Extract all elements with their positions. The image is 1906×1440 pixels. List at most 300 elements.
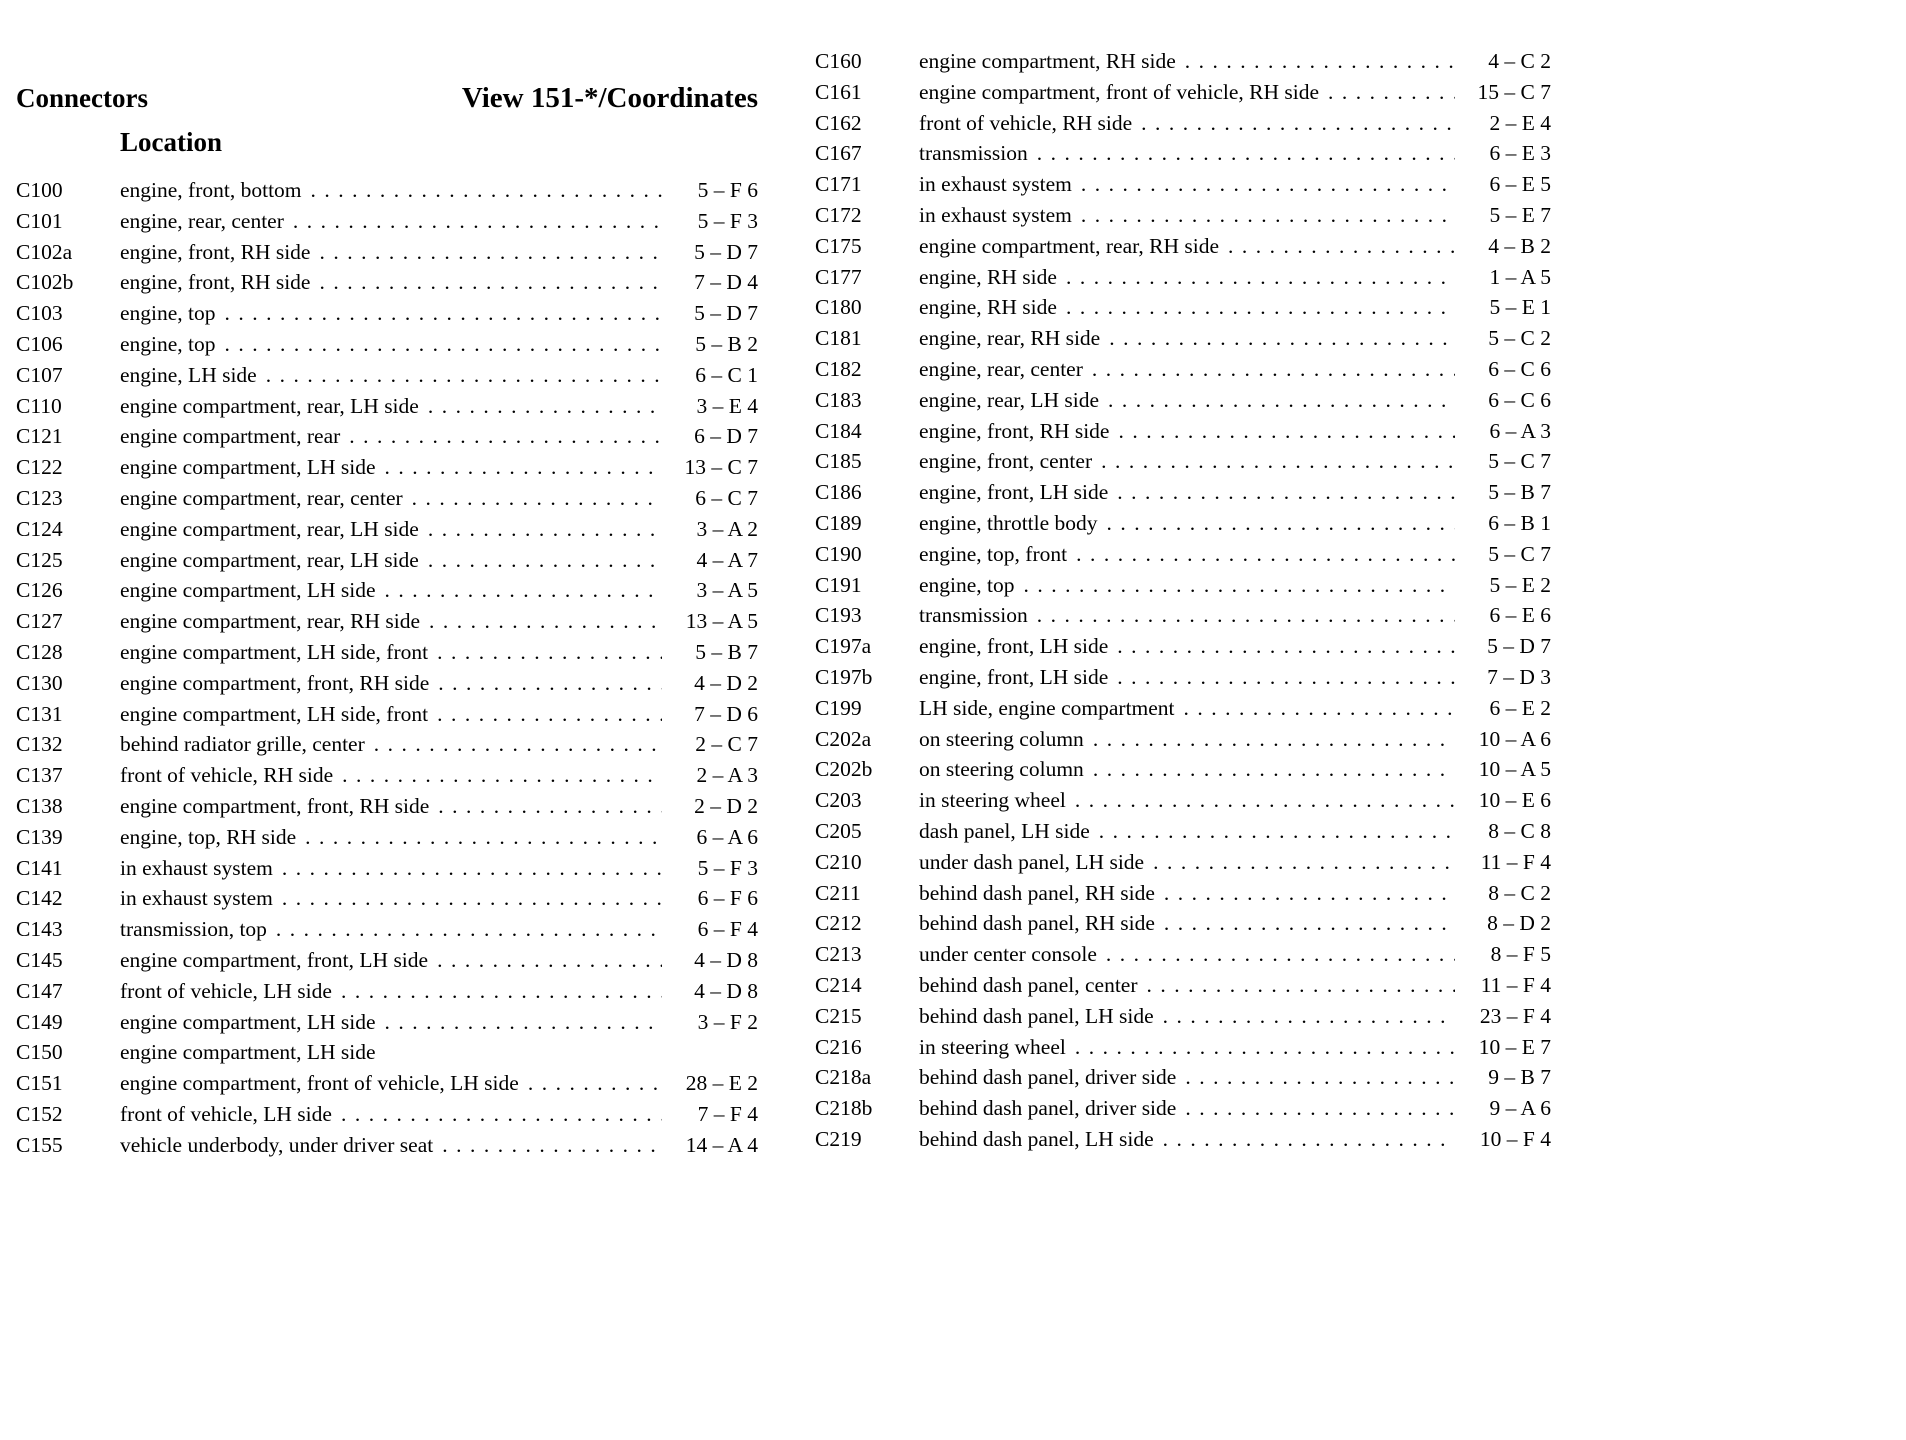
connector-id: C214 [815, 972, 862, 997]
table-row [16, 206, 758, 237]
connector-coordinate: 5 – D 7 [694, 301, 758, 326]
leader-dots [1184, 693, 1455, 724]
connector-coordinate: 6 – E 6 [1489, 603, 1551, 628]
connector-id: C147 [16, 978, 63, 1003]
connector-id: C167 [815, 141, 862, 166]
connector-location: engine, front, LH side [919, 664, 1109, 689]
connector-id: C213 [815, 942, 862, 967]
connector-id: C132 [16, 732, 63, 757]
connector-id: C122 [16, 455, 63, 480]
connector-id: C107 [16, 362, 63, 387]
connector-coordinate: 6 – A 3 [1489, 418, 1551, 443]
table-row [16, 1068, 758, 1099]
table-row [815, 1001, 1551, 1032]
table-row [815, 1093, 1551, 1124]
connector-id: C106 [16, 331, 63, 356]
leader-dots [1109, 323, 1455, 354]
connector-location: in exhaust system [120, 855, 273, 880]
connector-location: engine, top, front [919, 541, 1068, 566]
connector-location: behind dash panel, driver side [919, 1096, 1177, 1121]
connector-id: C211 [815, 880, 861, 905]
connector-coordinate: 9 – B 7 [1488, 1065, 1551, 1090]
connector-id: C145 [16, 947, 63, 972]
table-row [16, 729, 758, 760]
connector-location: engine, LH side [120, 362, 257, 387]
connector-coordinate: 3 – E 4 [696, 393, 758, 418]
connector-location: engine compartment, rear, LH side [120, 547, 419, 572]
table-row [815, 46, 1551, 77]
connector-location: behind dash panel, LH side [919, 1003, 1154, 1028]
connector-location: engine compartment, rear [120, 424, 341, 449]
connector-id: C181 [815, 326, 862, 351]
leader-dots [1099, 816, 1455, 847]
connector-coordinate: 13 – A 5 [685, 609, 758, 634]
connector-location: front of vehicle, LH side [120, 1101, 332, 1126]
connector-location: engine, front, center [919, 449, 1093, 474]
leader-dots [1107, 508, 1455, 539]
connector-coordinate: 6 – C 1 [695, 362, 758, 387]
connector-coordinate: 6 – D 7 [694, 424, 758, 449]
connector-location: on steering column [919, 757, 1084, 782]
connector-location: engine compartment, front, RH side [120, 670, 430, 695]
leader-dots [1117, 631, 1455, 662]
leader-dots [341, 976, 662, 1007]
table-row [815, 385, 1551, 416]
connector-location: engine compartment, rear, center [120, 485, 403, 510]
connector-coordinate: 2 – E 4 [1489, 110, 1551, 135]
connector-id: C183 [815, 387, 862, 412]
connector-id: C172 [815, 202, 862, 227]
table-row [815, 754, 1551, 785]
connector-location: engine, top [120, 331, 216, 356]
connector-coordinate: 28 – E 2 [685, 1071, 758, 1096]
leader-dots [1075, 1032, 1455, 1063]
connector-location: in steering wheel [919, 788, 1066, 813]
table-row [16, 360, 758, 391]
connector-coordinate: 10 – F 4 [1479, 1126, 1551, 1151]
connector-coordinate: 8 – C 2 [1488, 880, 1551, 905]
connector-location: engine, rear, center [919, 356, 1083, 381]
leader-dots [442, 1130, 662, 1161]
leader-dots [374, 729, 662, 760]
connector-id: C189 [815, 510, 862, 535]
connector-coordinate: 4 – D 8 [694, 978, 758, 1003]
leader-dots [438, 668, 662, 699]
connector-coordinate: 6 – E 2 [1489, 695, 1551, 720]
connector-coordinate: 5 – D 7 [1487, 634, 1551, 659]
connector-coordinate: 9 – A 6 [1489, 1096, 1551, 1121]
connector-coordinate: 7 – D 3 [1487, 664, 1551, 689]
connector-location: engine, front, RH side [919, 418, 1110, 443]
connector-location: vehicle underbody, under driver seat [120, 1132, 434, 1157]
table-row [815, 908, 1551, 939]
connector-id: C127 [16, 609, 63, 634]
connector-location: engine, front, RH side [120, 239, 311, 264]
leader-dots [428, 391, 662, 422]
table-row [815, 847, 1551, 878]
connector-location: behind dash panel, driver side [919, 1065, 1177, 1090]
connector-id: C137 [16, 763, 63, 788]
connector-id: C191 [815, 572, 862, 597]
connector-location: under dash panel, LH side [919, 849, 1145, 874]
leader-dots [1108, 385, 1455, 416]
connector-coordinate: 5 – F 6 [697, 178, 758, 202]
leader-dots [311, 175, 662, 206]
connector-location: front of vehicle, LH side [120, 978, 332, 1003]
table-row [16, 329, 758, 360]
connector-location: behind dash panel, RH side [919, 911, 1155, 936]
connector-location: engine compartment, LH side [120, 1040, 376, 1065]
connector-coordinate: 4 – A 7 [696, 547, 758, 572]
connector-location: engine, RH side [919, 295, 1057, 320]
connector-coordinate: 10 – A 5 [1478, 757, 1551, 782]
connector-id: C110 [16, 393, 62, 418]
connector-coordinate: 4 – B 2 [1488, 233, 1551, 258]
leader-dots [1093, 724, 1455, 755]
column-header-row [16, 82, 758, 115]
leader-dots [349, 421, 662, 452]
connector-id: C216 [815, 1034, 862, 1059]
connector-location: engine, top [120, 301, 216, 326]
connector-coordinate: 23 – F 4 [1479, 1003, 1551, 1028]
connector-coordinate: 5 – D 7 [694, 239, 758, 264]
leader-dots [1093, 754, 1455, 785]
connector-id: C218a [815, 1065, 872, 1090]
connector-id: C150 [16, 1040, 63, 1065]
connector-coordinate: 5 – F 3 [697, 208, 758, 233]
leader-dots [266, 360, 662, 391]
leader-dots [1185, 1062, 1455, 1093]
connector-coordinate: 2 – C 7 [695, 732, 758, 757]
connector-location: engine compartment, rear, RH side [120, 609, 421, 634]
connector-coordinate: 6 – C 7 [695, 485, 758, 510]
connector-location: behind dash panel, RH side [919, 880, 1155, 905]
connector-location: engine, top [919, 572, 1015, 597]
leader-dots [428, 545, 662, 576]
table-row [16, 914, 758, 945]
connector-coordinate: 5 – C 7 [1488, 541, 1551, 566]
table-row [815, 231, 1551, 262]
connector-location: behind dash panel, center [919, 972, 1138, 997]
leader-dots [1117, 662, 1455, 693]
table-row [815, 724, 1551, 755]
leader-dots [1164, 878, 1455, 909]
leader-dots [412, 483, 662, 514]
table-row [815, 477, 1551, 508]
connector-location: engine, front, RH side [120, 270, 311, 295]
connector-coordinate: 6 – E 5 [1489, 172, 1551, 197]
table-row [815, 77, 1551, 108]
connector-location: engine compartment, front, RH side [120, 793, 430, 818]
connector-id: C160 [815, 49, 862, 73]
connector-location: in exhaust system [919, 202, 1072, 227]
connector-location: engine compartment, LH side, front [120, 639, 429, 664]
table-row [815, 970, 1551, 1001]
connector-coordinate: 7 – D 6 [694, 701, 758, 726]
table-row [815, 1062, 1551, 1093]
table-row [16, 699, 758, 730]
leader-dots [1163, 1124, 1455, 1155]
table-row [16, 514, 758, 545]
table-row [16, 421, 758, 452]
location-heading: Location [120, 127, 223, 157]
connector-coordinate: 3 – A 2 [696, 516, 758, 541]
connector-location: engine compartment, LH side [120, 1009, 376, 1034]
connector-id: C152 [16, 1101, 63, 1126]
connector-location: transmission [919, 141, 1028, 166]
leader-dots [1066, 262, 1455, 293]
connector-list-right [815, 46, 1551, 1155]
leader-dots [1118, 416, 1455, 447]
connector-id: C126 [16, 578, 63, 603]
table-row [815, 570, 1551, 601]
leader-dots [1164, 908, 1455, 939]
connector-id: C102a [16, 239, 73, 264]
connector-id: C138 [16, 793, 63, 818]
connector-location: behind dash panel, LH side [919, 1126, 1154, 1151]
table-row [815, 631, 1551, 662]
table-row [16, 945, 758, 976]
table-row [815, 878, 1551, 909]
table-row [815, 200, 1551, 231]
connector-id: C185 [815, 449, 862, 474]
table-row [16, 637, 758, 668]
connector-location: engine compartment, rear, LH side [120, 393, 419, 418]
leader-dots [385, 575, 662, 606]
connector-id: C101 [16, 208, 63, 233]
connector-id: C218b [815, 1096, 873, 1121]
connector-id: C143 [16, 917, 63, 942]
leader-dots [1147, 970, 1456, 1001]
connector-coordinate: 5 – E 7 [1489, 202, 1551, 227]
connector-coordinate: 5 – C 2 [1488, 326, 1551, 351]
connector-coordinate: 8 – C 8 [1488, 818, 1551, 843]
connector-coordinate: 2 – D 2 [694, 793, 758, 818]
table-row [815, 323, 1551, 354]
connector-location: engine, rear, LH side [919, 387, 1100, 412]
table-row [815, 446, 1551, 477]
connector-location: engine compartment, front, LH side [120, 947, 429, 972]
view-coordinates-heading: View 151-*/Coordinates [461, 82, 758, 114]
connector-id: C155 [16, 1132, 63, 1157]
connector-id: C162 [815, 110, 862, 135]
connector-id: C139 [16, 824, 63, 849]
connector-list-left [16, 175, 758, 1161]
leader-dots [1141, 108, 1455, 139]
connector-location: transmission [919, 603, 1028, 628]
connector-location: engine compartment, LH side, front [120, 701, 429, 726]
connector-id: C212 [815, 911, 862, 936]
leader-dots [1185, 1093, 1455, 1124]
connector-id: C199 [815, 695, 862, 720]
connector-location: transmission, top [120, 917, 267, 942]
connector-location: in exhaust system [120, 886, 273, 911]
connector-id: C205 [815, 818, 862, 843]
connector-location: engine compartment, LH side [120, 578, 376, 603]
connector-coordinate: 13 – C 7 [684, 455, 758, 480]
connector-location: engine, front, LH side [919, 634, 1109, 659]
connector-coordinate: 3 – F 2 [697, 1009, 758, 1034]
leader-dots [1037, 138, 1455, 169]
connector-location: engine, rear, center [120, 208, 284, 233]
leader-dots [1228, 231, 1455, 262]
table-row [16, 452, 758, 483]
leader-dots [1163, 1001, 1455, 1032]
connector-location: engine, front, LH side [919, 480, 1109, 505]
leader-dots [437, 637, 662, 668]
leader-dots [1185, 46, 1455, 77]
leader-dots [1106, 939, 1455, 970]
table-row [16, 298, 758, 329]
connector-location: engine compartment, front of vehicle, RH side [919, 79, 1320, 104]
connector-id: C175 [815, 233, 862, 258]
connector-coordinate: 5 – F 3 [697, 855, 758, 880]
table-row [815, 354, 1551, 385]
leader-dots [528, 1068, 662, 1099]
connector-coordinate: 14 – A 4 [685, 1132, 758, 1157]
leader-dots [319, 237, 662, 268]
connector-id: C190 [815, 541, 862, 566]
connector-id: C103 [16, 301, 63, 326]
connector-coordinate: 8 – D 2 [1487, 911, 1551, 936]
table-row [16, 175, 758, 206]
leader-dots [1092, 354, 1455, 385]
connector-id: C182 [815, 356, 862, 381]
table-row [16, 883, 758, 914]
connector-id: C203 [815, 788, 862, 813]
connector-coordinate: 5 – C 7 [1488, 449, 1551, 474]
leader-dots [1076, 539, 1455, 570]
connector-id: C197a [815, 634, 872, 659]
table-row [815, 662, 1551, 693]
leader-dots [1037, 600, 1455, 631]
table-row [16, 976, 758, 1007]
connector-location: LH side, engine compartment [919, 695, 1175, 720]
connector-id: C215 [815, 1003, 862, 1028]
connector-location: engine, top, RH side [120, 824, 297, 849]
table-row [16, 1007, 758, 1038]
connector-coordinate: 5 – B 7 [695, 639, 758, 664]
table-row [16, 575, 758, 606]
connector-location: behind radiator grille, center [120, 732, 365, 757]
table-row [815, 816, 1551, 847]
table-row [16, 760, 758, 791]
table-row [815, 1032, 1551, 1063]
connectors-heading: Connectors [16, 83, 148, 113]
leader-dots [1328, 77, 1455, 108]
leader-dots [282, 883, 662, 914]
connector-id: C151 [16, 1071, 63, 1096]
leader-dots [437, 699, 662, 730]
table-row [815, 508, 1551, 539]
connector-id: C130 [16, 670, 63, 695]
connector-id: C123 [16, 485, 63, 510]
connector-id: C210 [815, 849, 862, 874]
connector-coordinate: 5 – E 2 [1489, 572, 1551, 597]
connector-location: under center console [919, 942, 1097, 967]
connector-coordinate: 6 – C 6 [1488, 387, 1551, 412]
table-row [815, 539, 1551, 570]
leader-dots [429, 606, 662, 637]
leader-dots [1024, 570, 1455, 601]
connector-coordinate: 5 – B 2 [695, 331, 758, 356]
table-row [16, 1130, 758, 1161]
connector-coordinate: 3 – A 5 [696, 578, 758, 603]
table-row [815, 416, 1551, 447]
connector-id: C141 [16, 855, 63, 880]
table-row [16, 483, 758, 514]
leader-dots [1081, 169, 1455, 200]
table-row [815, 693, 1551, 724]
connector-coordinate: 7 – F 4 [697, 1101, 758, 1126]
connector-id: C142 [16, 886, 63, 911]
connector-coordinate: 6 – F 6 [697, 886, 758, 911]
connector-id: C202a [815, 726, 872, 751]
connector-id: C131 [16, 701, 63, 726]
connector-id: C124 [16, 516, 63, 541]
connector-location: engine, rear, RH side [919, 326, 1101, 351]
table-row [16, 791, 758, 822]
connector-id: C125 [16, 547, 63, 572]
table-row [16, 1037, 758, 1068]
leader-dots [293, 206, 662, 237]
table-row [815, 108, 1551, 139]
connector-coordinate: 4 – D 8 [694, 947, 758, 972]
table-row [815, 262, 1551, 293]
connector-id: C121 [16, 424, 63, 449]
left-column [16, 0, 758, 1161]
connector-id: C171 [815, 172, 862, 197]
connector-location: on steering column [919, 726, 1084, 751]
connector-location: front of vehicle, RH side [120, 763, 334, 788]
leader-dots [428, 514, 662, 545]
leader-dots [1153, 847, 1455, 878]
leader-dots [1101, 446, 1455, 477]
table-row [16, 237, 758, 268]
connector-coordinate: 5 – E 1 [1489, 295, 1551, 320]
leader-dots [385, 1007, 662, 1038]
connector-coordinate: 11 – F 4 [1480, 972, 1551, 997]
leader-dots [276, 914, 662, 945]
connector-id: C161 [815, 79, 862, 104]
connector-location: engine, RH side [919, 264, 1057, 289]
table-row [815, 169, 1551, 200]
connector-id: C219 [815, 1126, 862, 1151]
leader-dots [438, 791, 662, 822]
connector-coordinate: 10 – A 6 [1478, 726, 1551, 751]
table-row [16, 267, 758, 298]
connector-location: engine compartment, rear, LH side [120, 516, 419, 541]
table-row [16, 822, 758, 853]
table-row [16, 1099, 758, 1130]
connector-coordinate: 8 – F 5 [1490, 942, 1551, 967]
connector-id: C193 [815, 603, 862, 628]
connector-location: engine, front, bottom [120, 178, 302, 202]
connector-coordinate: 6 – E 3 [1489, 141, 1551, 166]
connector-id: C202b [815, 757, 873, 782]
connector-location: front of vehicle, RH side [919, 110, 1133, 135]
connector-id: C177 [815, 264, 862, 289]
connector-id: C100 [16, 178, 63, 202]
table-row [815, 138, 1551, 169]
connector-location: engine compartment, LH side [120, 455, 376, 480]
connector-id: C197b [815, 664, 873, 689]
leader-dots [1081, 200, 1455, 231]
table-row [16, 545, 758, 576]
connector-coordinate: 4 – D 2 [694, 670, 758, 695]
connector-coordinate: 2 – A 3 [696, 763, 758, 788]
table-row [815, 292, 1551, 323]
